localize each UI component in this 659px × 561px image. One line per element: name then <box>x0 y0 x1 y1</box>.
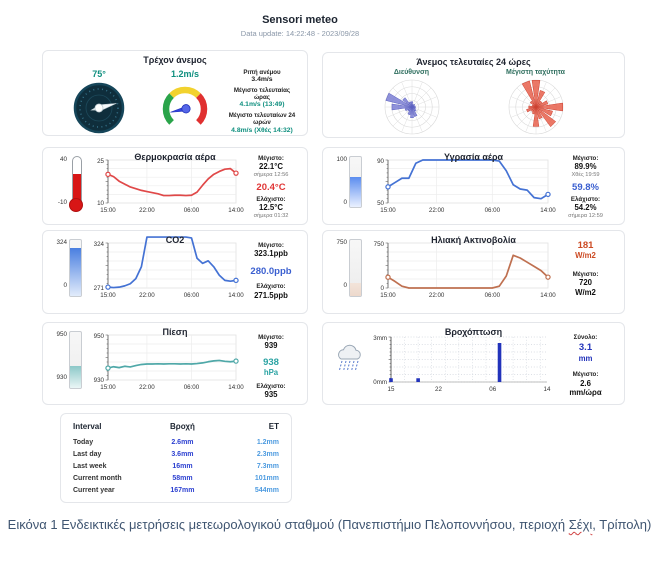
header-interval: Interval <box>73 422 102 431</box>
svg-text:22:00: 22:00 <box>428 207 445 214</box>
svg-text:06:00: 06:00 <box>183 292 200 299</box>
svg-text:10: 10 <box>97 200 104 207</box>
table-row <box>73 436 279 448</box>
panel-title: Τρέχον άνεμος <box>143 55 207 65</box>
rain-cloud-icon <box>333 344 367 374</box>
wind-24h-panel <box>322 52 625 138</box>
current-wind-panel <box>42 50 308 136</box>
table-row <box>73 460 279 472</box>
current-solar-unit: W/m2 <box>575 251 596 261</box>
gauge-min-label: 0 <box>343 282 347 289</box>
min-time: σήμερα 12:59 <box>568 212 603 219</box>
wind-compass-gauge-icon <box>73 82 125 134</box>
table-cell: Current year <box>73 486 115 494</box>
max-unit: W/m2 <box>575 287 596 297</box>
min-label: Ελάχιστο: <box>256 196 286 204</box>
svg-text:950: 950 <box>93 333 104 340</box>
max-value: 22.1°C <box>259 162 283 172</box>
temperature-gauge <box>49 156 91 212</box>
gauge-max-label: 100 <box>336 156 347 163</box>
max-value: 89.9% <box>574 162 597 172</box>
wind-direction-value: 75° <box>92 69 106 79</box>
svg-text:25: 25 <box>97 158 104 165</box>
gauge-min-label: -10 <box>57 199 67 206</box>
table-header-row <box>73 422 279 436</box>
total-unit: mm <box>578 353 593 363</box>
min-time: σήμερα 01:32 <box>253 212 289 219</box>
wind-speed-block <box>145 67 225 139</box>
svg-text:06:00: 06:00 <box>484 207 501 214</box>
humidity-chart <box>371 154 556 214</box>
svg-text:06:00: 06:00 <box>484 292 501 299</box>
data-update-timestamp: Data update: 14:22:48 - 2023/09/28 <box>240 29 360 38</box>
max-label: Μέγιστο: <box>572 155 599 162</box>
co2-stats <box>241 238 301 300</box>
svg-text:15:00: 15:00 <box>100 292 116 299</box>
max-label: Μέγιστο: <box>258 334 284 341</box>
svg-text:22:00: 22:00 <box>139 384 155 391</box>
svg-text:15:00: 15:00 <box>100 207 116 214</box>
pressure-panel <box>42 322 308 405</box>
svg-text:15:00: 15:00 <box>100 384 116 391</box>
caption-misspelled-word: Σέχι <box>568 517 593 532</box>
svg-text:930: 930 <box>93 377 104 384</box>
panel-title: Βροχόπτωση <box>444 327 503 337</box>
svg-text:15:00: 15:00 <box>380 207 396 214</box>
header-rain: Βροχή <box>170 422 195 431</box>
humidity-panel <box>322 147 625 225</box>
current-pressure-unit: hPa <box>263 368 279 378</box>
svg-text:750: 750 <box>373 241 384 248</box>
max-label: Μέγιστο: <box>572 270 599 278</box>
current-co2: 280.0ppb <box>250 265 292 277</box>
svg-text:324: 324 <box>93 241 104 248</box>
min-value: 935 <box>264 389 278 399</box>
direction-rose-label: Διεύθυνση <box>393 69 430 76</box>
svg-text:3mm: 3mm <box>373 335 387 342</box>
table-cell: 167mm <box>170 486 195 494</box>
temperature-chart <box>91 154 244 214</box>
current-solar-value: 181 <box>577 240 594 251</box>
table-cell: 544mm <box>254 486 279 494</box>
max-time: σήμερα 12:56 <box>253 171 289 178</box>
max-hour-value: 4.1m/s (13:49) <box>239 101 285 109</box>
gauge-max-label: 40 <box>59 156 67 163</box>
rain-et-table-panel <box>60 413 292 503</box>
thermometer-icon <box>69 156 84 212</box>
table-cell: Today <box>73 438 94 446</box>
panel-title: Άνεμος τελευταίες 24 ώρες <box>416 57 531 67</box>
wind-speed-gauge-icon <box>159 82 211 134</box>
min-value: 12.5°C <box>259 203 283 213</box>
wind-speed-value: 1.2m/s <box>170 69 200 79</box>
svg-text:22:00: 22:00 <box>139 207 155 214</box>
table-cell: 2.6mm <box>171 438 194 446</box>
max-label: Μέγιστο: <box>258 242 284 249</box>
max-24h-label: Μέγιστο τελευταίων 24 ωρών <box>228 111 296 127</box>
solar-radiation-chart <box>371 237 556 299</box>
panel-title: Πίεση <box>162 327 188 337</box>
svg-text:22:00: 22:00 <box>139 292 155 299</box>
total-value: 3.1 <box>578 342 593 354</box>
wind-direction-rose-chart <box>382 77 442 137</box>
gauge-min-label: 930 <box>56 374 67 381</box>
svg-text:14:00: 14:00 <box>228 384 244 391</box>
svg-text:06: 06 <box>489 386 497 393</box>
gauge-max-label: 750 <box>336 239 347 246</box>
page-title: Sensori meteo <box>262 14 338 26</box>
current-humidity: 59.8% <box>572 181 599 193</box>
rain-et-table-body <box>73 436 279 496</box>
gust-value: 3.4m/s <box>251 76 273 84</box>
gust-label: Ριπή ανέμου <box>243 69 281 76</box>
svg-text:15:00: 15:00 <box>380 292 396 299</box>
panel-title: Υγρασία αέρα <box>443 152 504 162</box>
current-pressure-value: 938 <box>263 356 279 368</box>
max-label: Μέγιστο: <box>572 371 599 379</box>
min-value: 271.5ppb <box>254 290 288 300</box>
speed-rose-label: Μέγιστη ταχύτητα <box>506 69 565 76</box>
wind-direction-rose-block <box>382 69 442 142</box>
table-cell: Current month <box>73 474 122 482</box>
rain-stats <box>553 332 618 397</box>
max-unit: mm/ώρα <box>569 387 602 397</box>
gauge-min-label: 0 <box>343 199 347 206</box>
svg-text:90: 90 <box>377 158 384 165</box>
solar-stats <box>553 238 618 297</box>
co2-gauge <box>49 239 91 297</box>
wind-direction-block <box>53 67 145 139</box>
svg-text:14:00: 14:00 <box>540 207 556 214</box>
max-value: 720 <box>578 278 592 288</box>
svg-text:0mm: 0mm <box>373 379 387 386</box>
panel-title: Θερμοκρασία αέρα <box>134 152 216 162</box>
svg-text:22:00: 22:00 <box>428 292 445 299</box>
svg-text:06:00: 06:00 <box>183 384 200 391</box>
wind-max-speed-rose-chart <box>506 77 566 137</box>
wind-speed-rose-block <box>506 69 566 142</box>
gauge-min-label: 0 <box>63 282 67 289</box>
svg-text:14: 14 <box>543 386 551 393</box>
table-cell: Last week <box>73 462 107 470</box>
min-label: Ελάχιστο: <box>256 283 286 291</box>
pressure-gauge <box>49 331 91 389</box>
humidity-stats <box>553 155 618 220</box>
table-cell: Last day <box>73 450 102 458</box>
pressure-chart <box>91 329 244 391</box>
temperature-panel <box>42 147 308 225</box>
min-label: Ελάχιστο: <box>570 196 601 204</box>
svg-text:15: 15 <box>387 386 395 393</box>
solar-gauge <box>329 239 371 297</box>
rainfall-panel <box>322 322 625 405</box>
min-value: 54.2% <box>574 203 597 213</box>
min-label: Ελάχιστο: <box>256 382 286 390</box>
svg-text:50: 50 <box>377 200 384 207</box>
table-cell: 2.3mm <box>256 450 279 458</box>
table-cell: 101mm <box>254 474 279 482</box>
max-label: Μέγιστο: <box>258 155 284 162</box>
panel-title: Ηλιακή Ακτινοβολία <box>431 235 516 245</box>
speed-needle <box>169 104 191 117</box>
svg-text:0: 0 <box>380 285 384 292</box>
table-cell: 1.2mm <box>256 438 279 446</box>
max-time: Χθές 19:59 <box>571 171 600 178</box>
solar-radiation-panel <box>322 230 625 314</box>
total-label: Σύνολο: <box>573 334 598 341</box>
table-row <box>73 472 279 484</box>
table-row <box>73 448 279 460</box>
max-value: 939 <box>264 341 278 351</box>
svg-text:14:00: 14:00 <box>228 207 244 214</box>
panel-title: CO2 <box>165 235 185 245</box>
header-et: ET <box>268 422 279 431</box>
max-value: 323.1ppb <box>254 249 288 259</box>
caption-suffix: , Τρίπολη) <box>592 517 652 532</box>
co2-chart <box>91 237 244 299</box>
table-cell: 3.6mm <box>171 450 194 458</box>
rainfall-chart <box>371 331 553 393</box>
pressure-stats <box>241 330 301 399</box>
max-24h-value: 4.8m/s (Χθές 14:32) <box>231 126 293 134</box>
current-temperature: 20.4°C <box>256 181 286 193</box>
temperature-stats <box>241 155 301 220</box>
max-value: 2.6 <box>580 378 591 388</box>
humidity-gauge <box>329 156 371 208</box>
svg-text:06:00: 06:00 <box>183 207 200 214</box>
co2-panel <box>42 230 308 314</box>
table-row <box>73 484 279 496</box>
caption-prefix: Εικόνα 1 Ενδεικτικές μετρήσεις μετεωρολογικού σταθμού (Πανεπιστήμιο Πελοποννήσου, περιοχή <box>7 517 569 532</box>
figure-caption <box>0 515 659 535</box>
svg-text:14:00: 14:00 <box>228 292 244 299</box>
table-cell: 58mm <box>172 474 193 482</box>
svg-text:271: 271 <box>93 285 104 292</box>
dashboard-header <box>0 14 600 38</box>
wind-stats-block <box>225 67 299 139</box>
gauge-max-label: 324 <box>56 239 67 246</box>
table-cell: 16mm <box>172 462 193 470</box>
svg-text:14:00: 14:00 <box>540 292 556 299</box>
table-cell: 7.3mm <box>256 462 279 470</box>
svg-text:22: 22 <box>435 386 442 393</box>
gauge-max-label: 950 <box>56 331 67 338</box>
max-hour-label: Μέγιστο τελευταίας ώρας <box>233 86 291 102</box>
